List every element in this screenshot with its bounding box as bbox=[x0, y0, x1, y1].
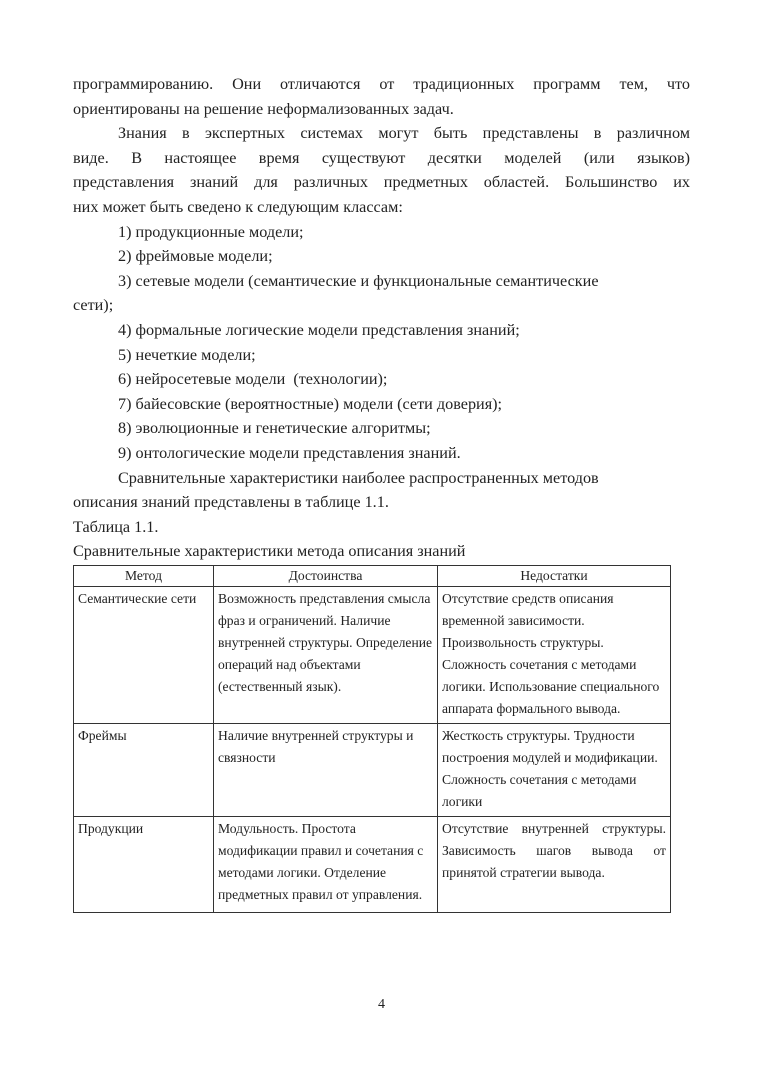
list-item: 4) формальные логические модели представления знаний; bbox=[118, 320, 520, 339]
list-item: 1) продукционные модели; bbox=[118, 222, 304, 241]
paragraph-line: программированию. Они отличаются от традиционных программ тем, что bbox=[73, 75, 690, 93]
comparison-table bbox=[73, 565, 671, 913]
column-header-advantages: Достоинства bbox=[214, 565, 438, 586]
page-number: 4 bbox=[378, 997, 385, 1012]
list-item: 5) нечеткие модели; bbox=[118, 345, 256, 364]
method-cell: Продукции bbox=[74, 816, 214, 912]
classes-list bbox=[73, 220, 690, 466]
disadvantages-cell: Жесткость структуры. Трудности построения модулей и модификации. Сложность сочетания с методами логики bbox=[438, 723, 671, 816]
column-header-method: Метод bbox=[74, 565, 214, 586]
table-row bbox=[74, 816, 671, 912]
disadvantages-cell: Отсутствие внутренней структуры. Зависимость шагов вывода от принятой стратегии вывода. bbox=[438, 816, 671, 912]
paragraph-line: описания знаний представлены в таблице 1.1. bbox=[73, 493, 389, 512]
paragraph-line: виде. В настоящее время существуют десятки моделей (или языков) bbox=[73, 148, 690, 167]
list-item: 3) сетевые модели (семантические и функциональные семантические bbox=[118, 271, 599, 290]
table-row bbox=[74, 586, 671, 723]
list-item: 7) байесовские (вероятностные) модели (сети доверия); bbox=[118, 394, 503, 413]
advantages-cell: Наличие внутренней структуры и связности bbox=[214, 723, 438, 816]
list-item: 6) нейросетевые модели (технологии); bbox=[118, 370, 388, 389]
list-item: 9) онтологические модели представления знаний. bbox=[118, 443, 461, 462]
document-page bbox=[73, 72, 690, 913]
column-header-disadvantages: Недостатки bbox=[438, 565, 671, 586]
method-cell: Фреймы bbox=[74, 723, 214, 816]
table-row bbox=[74, 723, 671, 816]
paragraph-line: представления знаний для различных предметных областей. Большинство их bbox=[73, 173, 690, 192]
table-number: Таблица 1.1. bbox=[73, 517, 159, 536]
list-item-continuation: сети); bbox=[73, 296, 114, 315]
paragraph-line: них может быть сведено к следующим классам: bbox=[73, 197, 403, 216]
paragraph-line: Знания в экспертных системах могут быть представлены в различном bbox=[118, 124, 690, 143]
paragraph-line: ориентированы на решение неформализованных задач. bbox=[73, 99, 454, 118]
disadvantages-cell: Отсутствие средств описания временной зависимости. Произвольность структуры. Сложность сочетания с методами логики. Использование специального аппарата формального вывода. bbox=[438, 586, 671, 723]
list-item: 2) фреймовые модели; bbox=[118, 247, 273, 266]
method-cell: Семантические сети bbox=[74, 586, 214, 723]
advantages-cell: Возможность представления смысла фраз и ограничений. Наличие внутренней структуры. Определение операций над объектами (естественный язык). bbox=[214, 586, 438, 723]
advantages-cell: Модульность. Простота модификации правил и сочетания с методами логики. Отделение предметных правил от управления. bbox=[214, 816, 438, 912]
table-title: Сравнительные характеристики метода описания знаний bbox=[73, 542, 466, 561]
table-header-row bbox=[74, 565, 671, 586]
paragraph-line: Сравнительные характеристики наиболее распространенных методов bbox=[118, 468, 599, 487]
list-item: 8) эволюционные и генетические алгоритмы; bbox=[118, 419, 431, 438]
